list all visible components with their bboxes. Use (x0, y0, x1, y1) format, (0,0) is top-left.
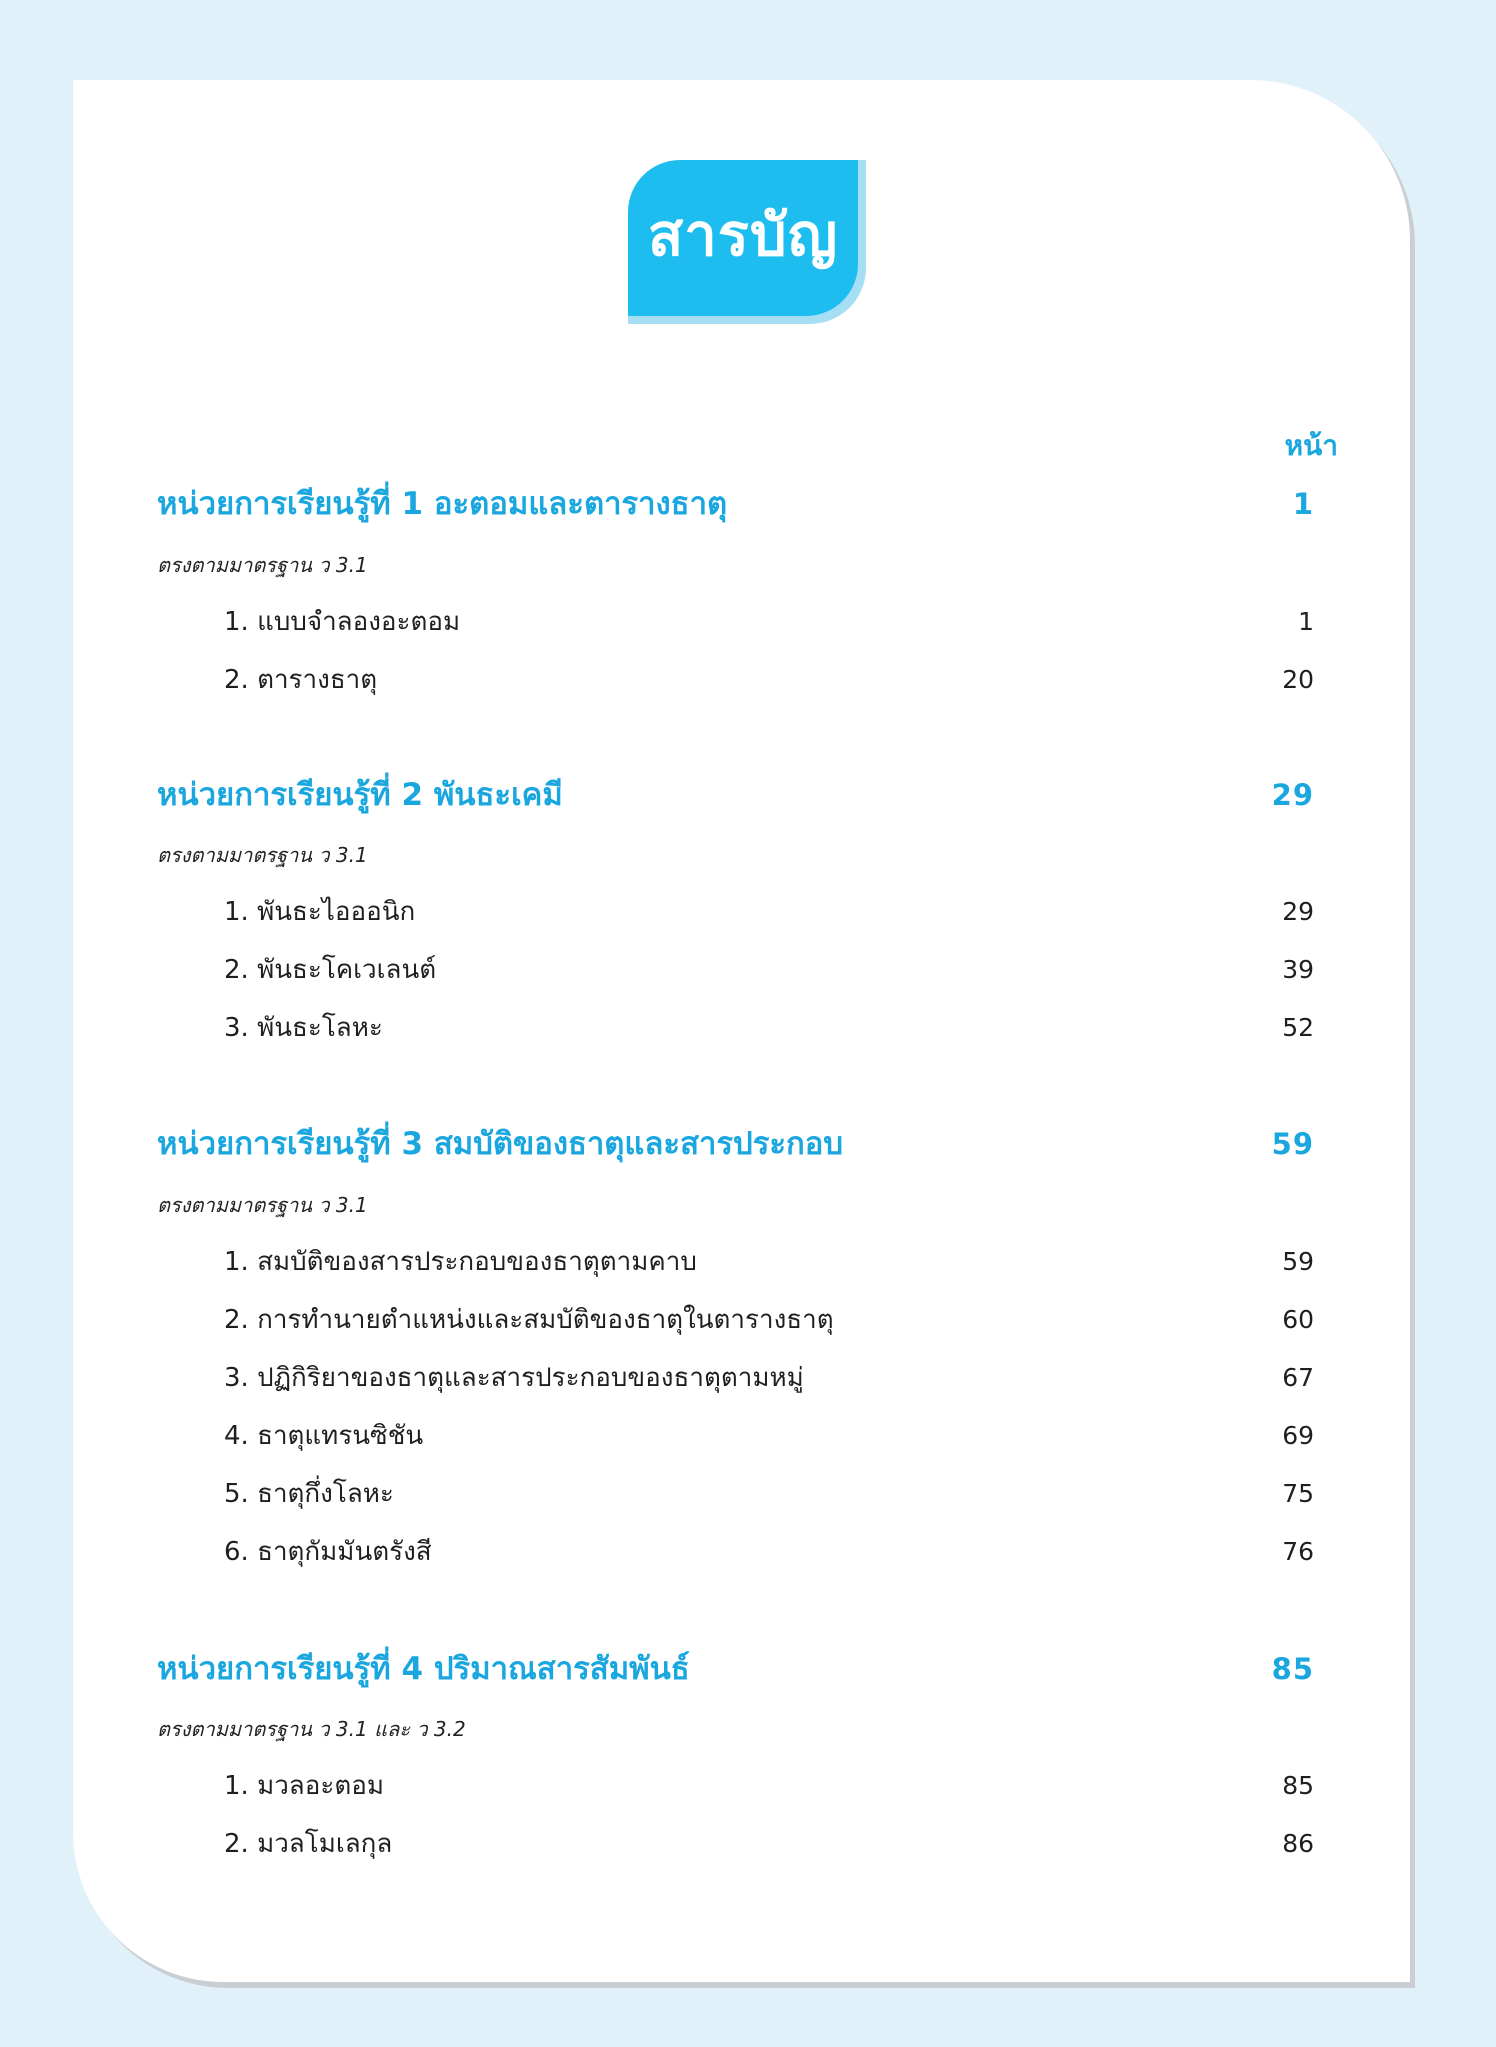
toc-item-label: 1. สมบัติของสารประกอบของธาตุตามคาบ (224, 1247, 697, 1277)
toc-item-page: 69 (1282, 1421, 1314, 1450)
toc-item-label: 1. มวลอะตอม (224, 1771, 384, 1801)
unit-heading: หน่วยการเรียนรู้ที่ 4 ปริมาณสารสัมพันธ์ (157, 1651, 690, 1687)
toc-item-label: 5. ธาตุกึ่งโลหะ (224, 1479, 394, 1509)
toc-item-label: 6. ธาตุกัมมันตรังสี (224, 1537, 432, 1567)
toc-item-page: 75 (1282, 1479, 1314, 1508)
toc-item[interactable] (224, 659, 1314, 699)
toc-item-label: 2. มวลโมเลกุล (224, 1829, 393, 1859)
unit-standard: ตรงตามมาตรฐาน ว 3.1 (157, 1193, 368, 1217)
unit-standard: ตรงตามมาตรฐาน ว 3.1 (157, 553, 368, 577)
toc-item-label: 1. แบบจำลองอะตอม (224, 607, 461, 637)
toc-item-page: 67 (1282, 1363, 1314, 1392)
page-title: สารบัญ (647, 200, 839, 269)
toc-item[interactable] (224, 891, 1314, 931)
unit-page-number: 85 (1271, 1652, 1314, 1686)
page-column-header: หน้า (1284, 429, 1338, 462)
unit-page-number: 59 (1271, 1127, 1314, 1161)
toc-item-label: 2. ตารางธาตุ (224, 665, 378, 695)
toc-item-page: 20 (1282, 665, 1314, 694)
title-badge (628, 160, 866, 324)
toc-item[interactable] (224, 1473, 1314, 1513)
unit-page-number: 1 (1292, 487, 1314, 521)
toc-item[interactable] (224, 1241, 1314, 1281)
toc-item[interactable] (224, 1531, 1314, 1571)
toc-item[interactable] (224, 1299, 1314, 1339)
toc-item[interactable] (224, 1357, 1314, 1397)
toc-item[interactable] (224, 1823, 1314, 1863)
toc-item-label: 2. การทำนายตำแหน่งและสมบัติของธาตุในตารางธาตุ (224, 1305, 834, 1335)
unit-heading-row[interactable] (157, 1643, 1314, 1687)
toc-item[interactable] (224, 1007, 1314, 1047)
toc-item-page: 60 (1282, 1305, 1314, 1334)
toc-item-label: 2. พันธะโคเวเลนต์ (224, 955, 437, 985)
toc-item-page: 59 (1282, 1247, 1314, 1276)
toc-item-label: 1. พันธะไอออนิก (224, 897, 416, 927)
toc-item-page: 29 (1282, 897, 1314, 926)
unit-standard: ตรงตามมาตรฐาน ว 3.1 (157, 843, 368, 867)
toc-item-page: 76 (1282, 1537, 1314, 1566)
toc-item[interactable] (224, 1765, 1314, 1805)
unit-heading: หน่วยการเรียนรู้ที่ 2 พันธะเคมี (157, 777, 563, 813)
toc-item-page: 85 (1282, 1771, 1314, 1800)
toc-item-page: 39 (1282, 955, 1314, 984)
toc-item-page: 86 (1282, 1829, 1314, 1858)
toc-item-label: 3. พันธะโลหะ (224, 1013, 383, 1043)
unit-heading-row[interactable] (157, 478, 1314, 522)
title-badge-inner (628, 160, 858, 316)
toc-item[interactable] (224, 1415, 1314, 1455)
unit-heading-row[interactable] (157, 769, 1314, 813)
unit-page-number: 29 (1271, 778, 1314, 812)
toc-item-page: 52 (1282, 1013, 1314, 1042)
unit-standard: ตรงตามมาตรฐาน ว 3.1 และ ว 3.2 (157, 1717, 466, 1741)
toc-item[interactable] (224, 601, 1314, 641)
toc-item-label: 4. ธาตุแทรนซิชัน (224, 1421, 424, 1451)
unit-heading: หน่วยการเรียนรู้ที่ 3 สมบัติของธาตุและสารประกอบ (157, 1126, 844, 1162)
unit-heading: หน่วยการเรียนรู้ที่ 1 อะตอมและตารางธาตุ (157, 486, 728, 522)
toc-item-label: 3. ปฏิกิริยาของธาตุและสารประกอบของธาตุตามหมู่ (224, 1363, 804, 1393)
unit-heading-row[interactable] (157, 1118, 1314, 1162)
toc-item-page: 1 (1298, 607, 1314, 636)
toc-item[interactable] (224, 949, 1314, 989)
